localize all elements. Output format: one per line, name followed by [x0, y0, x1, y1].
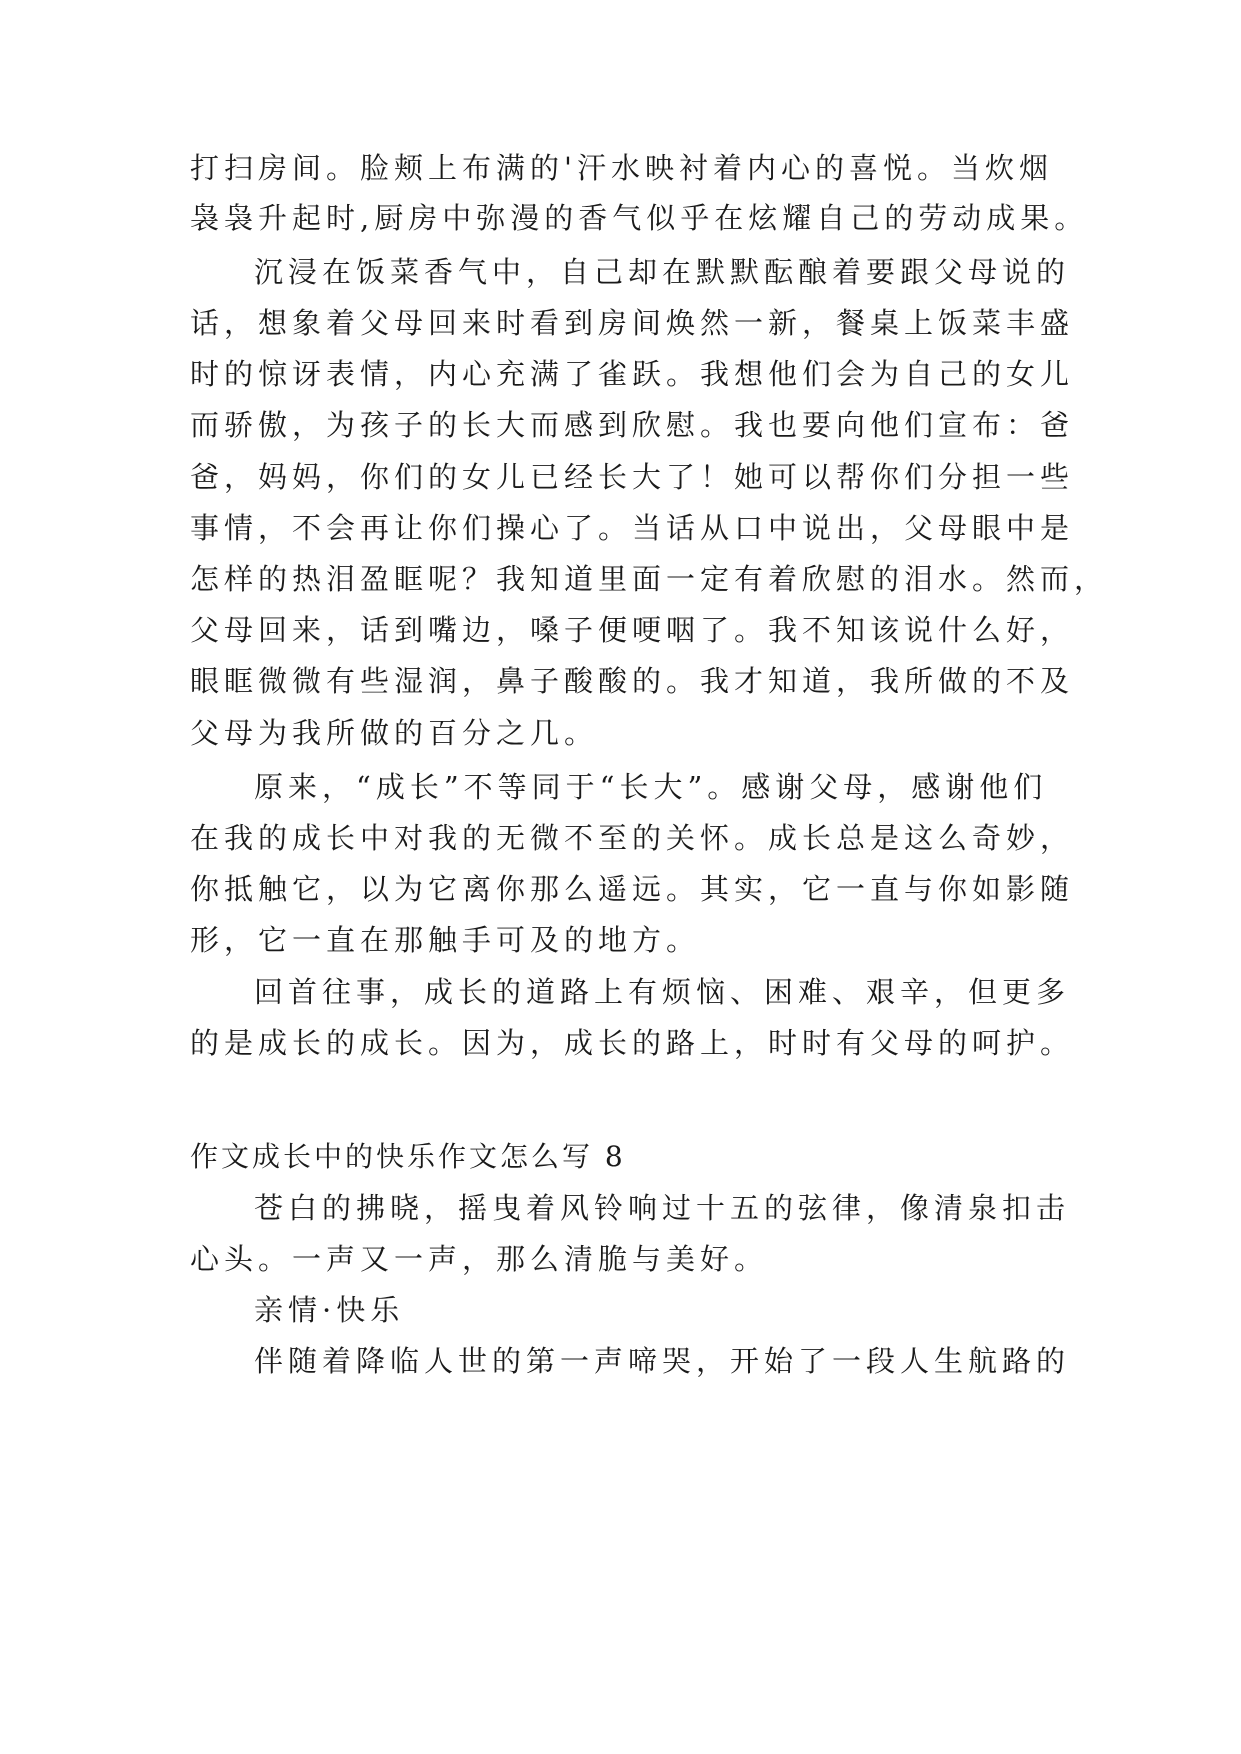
- paragraph-first-line: 苍白的拂晓，摇曳着风铃响过十五的弦律，像清泉扣击: [254, 1191, 1071, 1225]
- body-text-line: 父母为我所做的百分之几。: [190, 716, 599, 750]
- paragraph-first-line: 伴随着降临人世的第一声啼哭，开始了一段人生航路的: [254, 1344, 1071, 1378]
- body-text-line: 话，想象着父母回来时看到房间焕然一新，餐桌上饭菜丰盛: [190, 306, 1075, 340]
- paragraph-first-line: 原来，“成长”不等同于“长大”。感谢父母，感谢他们: [254, 770, 1048, 804]
- body-text-line: 你抵触它，以为它离你那么遥远。其实，它一直与你如影随: [190, 872, 1075, 906]
- body-text-line: 而骄傲，为孩子的长大而感到欣慰。我也要向他们宣布：爸: [190, 408, 1075, 442]
- paragraph-first-line: 回首往事，成长的道路上有烦恼、困难、艰辛，但更多: [254, 975, 1071, 1009]
- body-text-line: 父母回来，话到嘴边，嗓子便哽咽了。我不知该说什么好，: [190, 613, 1075, 647]
- body-text-line: 的是成长的成长。因为，成长的路上，时时有父母的呵护。: [190, 1026, 1075, 1060]
- section-heading: 作文成长中的快乐作文怎么写 8: [190, 1140, 626, 1173]
- body-text-line: 爸，妈妈，你们的女儿已经长大了！她可以帮你们分担一些: [190, 460, 1075, 494]
- body-text-line: 打扫房间。脸颊上布满的'汗水映衬着内心的喜悦。当炊烟: [190, 151, 1053, 185]
- body-text-line: 时的惊讶表情，内心充满了雀跃。我想他们会为自己的女儿: [190, 357, 1075, 391]
- paragraph-first-line: 沉浸在饭菜香气中，自己却在默默酝酿着要跟父母说的: [254, 255, 1071, 289]
- body-text-line: 在我的成长中对我的无微不至的关怀。成长总是这么奇妙，: [190, 821, 1075, 855]
- subheading: 亲情·快乐: [254, 1293, 405, 1327]
- body-text-line: 眼眶微微有些湿润，鼻子酸酸的。我才知道，我所做的不及: [190, 664, 1075, 698]
- body-text-line: 事情，不会再让你们操心了。当话从口中说出，父母眼中是: [190, 511, 1075, 545]
- body-text-line: 形，它一直在那触手可及的地方。: [190, 923, 701, 957]
- body-text-line: 袅袅升起时,厨房中弥漫的香气似乎在炫耀自己的劳动成果。: [190, 201, 1089, 235]
- body-text-line: 心头。一声又一声，那么清脆与美好。: [190, 1242, 769, 1276]
- body-text-line: 怎样的热泪盈眶呢？我知道里面一定有着欣慰的泪水。然而，: [190, 562, 1109, 596]
